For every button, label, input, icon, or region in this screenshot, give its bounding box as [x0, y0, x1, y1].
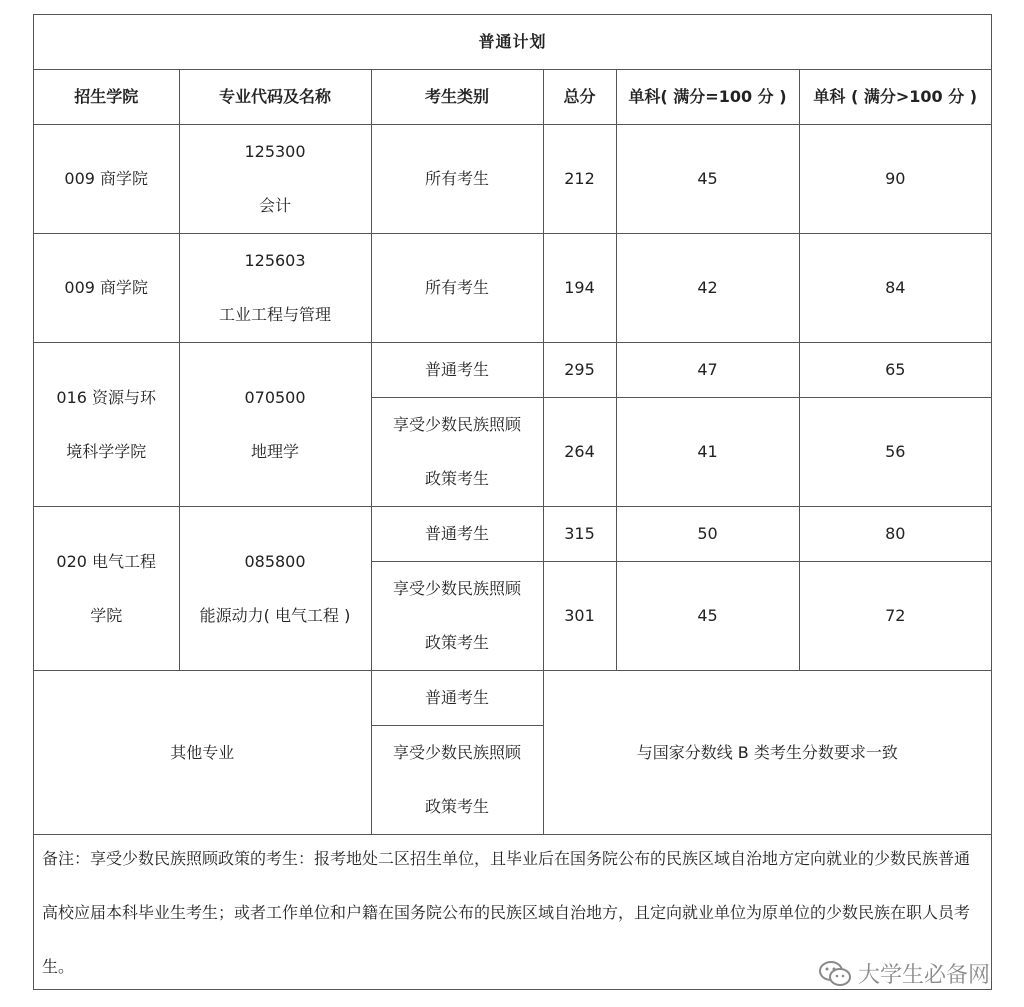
single-gt100-cell: 84	[799, 234, 991, 343]
college-cell: 009 商学院	[34, 234, 179, 343]
other-majors-cell: 其他专业	[34, 671, 371, 835]
major-cell	[179, 343, 371, 507]
category-cell: 所有考生	[371, 125, 543, 234]
score-table	[34, 15, 991, 835]
major-name: 会计	[258, 196, 291, 215]
table-title: 普通计划	[34, 15, 991, 70]
major-name: 工业工程与管理	[218, 305, 331, 324]
college-cell	[34, 507, 179, 671]
college-line: 016 资源与环	[56, 387, 157, 407]
category-line: 享受少数民族照顾	[392, 415, 521, 434]
single-gt100-cell: 80	[799, 507, 991, 562]
category-cell	[371, 726, 543, 835]
college-cell: 009 商学院	[34, 125, 179, 234]
header-single-100: 单科( 满分=100 分 )	[616, 70, 799, 125]
major-code: 125603	[244, 251, 306, 270]
header-total: 总分	[543, 70, 616, 125]
watermark	[818, 958, 990, 989]
major-code: 085800	[244, 551, 306, 571]
header-category: 考生类别	[371, 70, 543, 125]
table-row	[34, 671, 991, 726]
category-cell: 普通考生	[371, 507, 543, 562]
total-cell: 295	[543, 343, 616, 398]
table-row	[34, 507, 991, 562]
score-table-sheet	[33, 14, 992, 990]
college-line: 境科学学院	[66, 441, 147, 461]
category-cell: 普通考生	[371, 343, 543, 398]
requirement-cell: 与国家分数线 B 类考生分数要求一致	[543, 671, 991, 835]
college-line: 学院	[90, 605, 123, 625]
single-gt100-cell: 56	[799, 398, 991, 507]
category-line: 享受少数民族照顾	[392, 579, 521, 598]
category-line: 享受少数民族照顾	[392, 743, 521, 762]
category-cell	[371, 398, 543, 507]
category-line: 政策考生	[424, 633, 489, 652]
total-cell: 301	[543, 562, 616, 671]
category-line: 政策考生	[424, 469, 489, 488]
header-major: 专业代码及名称	[179, 70, 371, 125]
major-cell	[179, 234, 371, 343]
total-cell: 194	[543, 234, 616, 343]
footnote: 备注：享受少数民族照顾政策的考生：报考地处二区招生单位，且毕业后在国务院公布的民族区域自治地方定向就业的少数民族普通高校应届本科毕业生考生；或者工作单位和户籍在国务院公布的民族区域自治地方，且定向就业单位为原单位的少数民族在职人员考生。	[42, 849, 971, 976]
major-name: 能源动力( 电气工程 )	[199, 605, 351, 625]
total-cell: 315	[543, 507, 616, 562]
table-row	[34, 343, 991, 398]
table-row	[34, 125, 991, 234]
total-cell: 264	[543, 398, 616, 507]
category-cell: 所有考生	[371, 234, 543, 343]
watermark-text: 大学生必备网	[857, 963, 990, 988]
header-college: 招生学院	[34, 70, 179, 125]
category-cell: 普通考生	[371, 671, 543, 726]
single-100-cell: 50	[616, 507, 799, 562]
single-gt100-cell: 90	[799, 125, 991, 234]
category-line: 政策考生	[424, 797, 489, 816]
major-code: 125300	[244, 142, 306, 161]
college-line: 020 电气工程	[56, 551, 157, 571]
header-row	[34, 70, 991, 125]
single-100-cell: 45	[616, 562, 799, 671]
header-single-gt100: 单科 ( 满分>100 分 )	[799, 70, 991, 125]
major-cell	[179, 125, 371, 234]
college-cell	[34, 343, 179, 507]
single-100-cell: 41	[616, 398, 799, 507]
table-row	[34, 234, 991, 343]
single-gt100-cell: 65	[799, 343, 991, 398]
total-cell: 212	[543, 125, 616, 234]
major-code: 070500	[244, 387, 306, 407]
single-100-cell: 42	[616, 234, 799, 343]
single-100-cell: 45	[616, 125, 799, 234]
major-name: 地理学	[250, 441, 299, 461]
wechat-icon	[818, 960, 852, 988]
major-cell	[179, 507, 371, 671]
single-gt100-cell: 72	[799, 562, 991, 671]
category-cell	[371, 562, 543, 671]
single-100-cell: 47	[616, 343, 799, 398]
